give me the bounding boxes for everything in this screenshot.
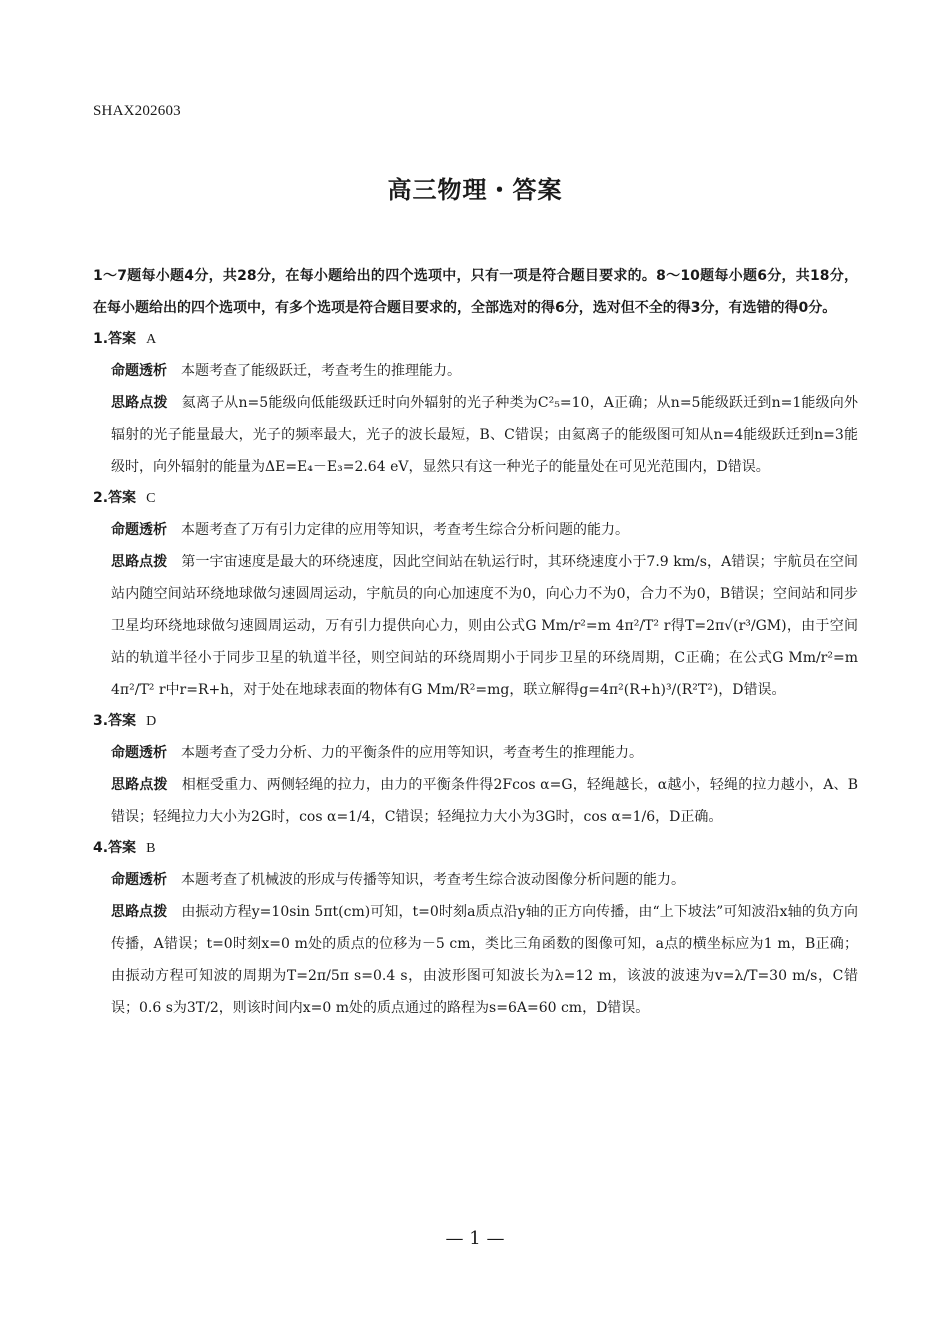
answer-value: C — [146, 491, 156, 506]
question-2 — [93, 483, 858, 706]
answer-line: 1.答案 A — [93, 331, 157, 347]
answer-line: 4.答案 B — [93, 840, 156, 856]
content — [93, 260, 858, 1024]
question-1 — [93, 324, 858, 483]
analysis-block: 思路点拨 氦离子从n=5能级向低能级跃迁时向外辐射的光子种类为C²₅=10，A正确；从n=5能级跃迁到n=1能级向外辐射的光子能量最大，光子的频率最大，光子的波长最短，B、C错误；由氦离子的能级图可知从n=4能级跃迁到n=3能级时，向外辐射的能量为ΔE=E₄－E₃=2.64 eV，显然只有这一种光子的能量处在可见光范围内，D错误。 — [111, 395, 858, 475]
answer-line: 3.答案 D — [93, 713, 157, 729]
analysis-block: 思路点拨 相框受重力、两侧轻绳的拉力，由力的平衡条件得2Fcos α=G，轻绳越长，α越小，轻绳的拉力越小，A、B错误；轻绳拉力大小为2G时，cos α=1/4，C错误；轻绳拉力大小为3G时，cos α=1/6，D正确。 — [111, 777, 858, 825]
page-number: — 1 — — [445, 1228, 505, 1249]
intent-block: 命题透析 本题考查了万有引力定律的应用等知识，考查考生综合分析问题的能力。 — [111, 522, 629, 538]
analysis-block: 思路点拨 由振动方程y=10sin 5πt(cm)可知，t=0时刻a质点沿y轴的正方向传播，由“上下坡法”可知波沿x轴的负方向传播，A错误；t=0时刻x=0 m处的质点的位移为－5 cm，类比三角函数的图像可知，a点的横坐标应为1 m，B正确；由振动方程可知波的周期为T=2π/5π s=0.4 s，由波形图可知波长为λ=12 m，该波的波速为v=λ/T=30 m/s，C错误；0.6 s为3T/2，则该时间内x=0 m处的质点通过的路程为s=6A=60 cm，D错误。 — [111, 904, 858, 1016]
analysis-block: 思路点拨 第一宇宙速度是最大的环绕速度，因此空间站在轨运行时，其环绕速度小于7.9 km/s，A错误；宇航员在空间站内随空间站环绕地球做匀速圆周运动，宇航员的向心加速度不为0，向心力不为0，合力不为0，B错误；空间站和同步卫星均环绕地球做匀速圆周运动，万有引力提供向心力，则由公式G Mm/r²=m 4π²/T² r得T=2π√(r³/GM)，由于空间站的轨道半径小于同步卫星的轨道半径，则空间站的环绕周期小于同步卫星的环绕周期，C正确；在公式G Mm/r²=m 4π²/T² r中r=R+h，对于处在地球表面的物体有G Mm/R²=mg，联立解得g=4π²(R+h)³/(R²T²)，D错误。 — [111, 554, 859, 698]
answer-value: B — [146, 841, 156, 856]
page-title: 高三物理・答案 — [387, 176, 563, 204]
document-code: SHAX202603 — [93, 103, 181, 119]
answer-value: A — [146, 332, 157, 347]
intent-block: 命题透析 本题考查了受力分析、力的平衡条件的应用等知识，考查考生的推理能力。 — [111, 745, 643, 761]
intent-block: 命题透析 本题考查了机械波的形成与传播等知识，考查考生综合波动图像分析问题的能力。 — [111, 872, 685, 888]
intent-block: 命题透析 本题考查了能级跃迁，考查考生的推理能力。 — [111, 363, 461, 379]
question-3 — [93, 706, 858, 833]
scoring-instructions: 1～7题每小题4分，共28分，在每小题给出的四个选项中，只有一项是符合题目要求的。8～10题每小题6分，共18分，在每小题给出的四个选项中，有多个选项是符合题目要求的，全部选对的得6分，选对但不全的得3分，有选错的得0分。 — [93, 268, 858, 316]
answer-line: 2.答案 C — [93, 490, 156, 506]
question-4 — [93, 833, 858, 1024]
answer-value: D — [146, 714, 157, 729]
